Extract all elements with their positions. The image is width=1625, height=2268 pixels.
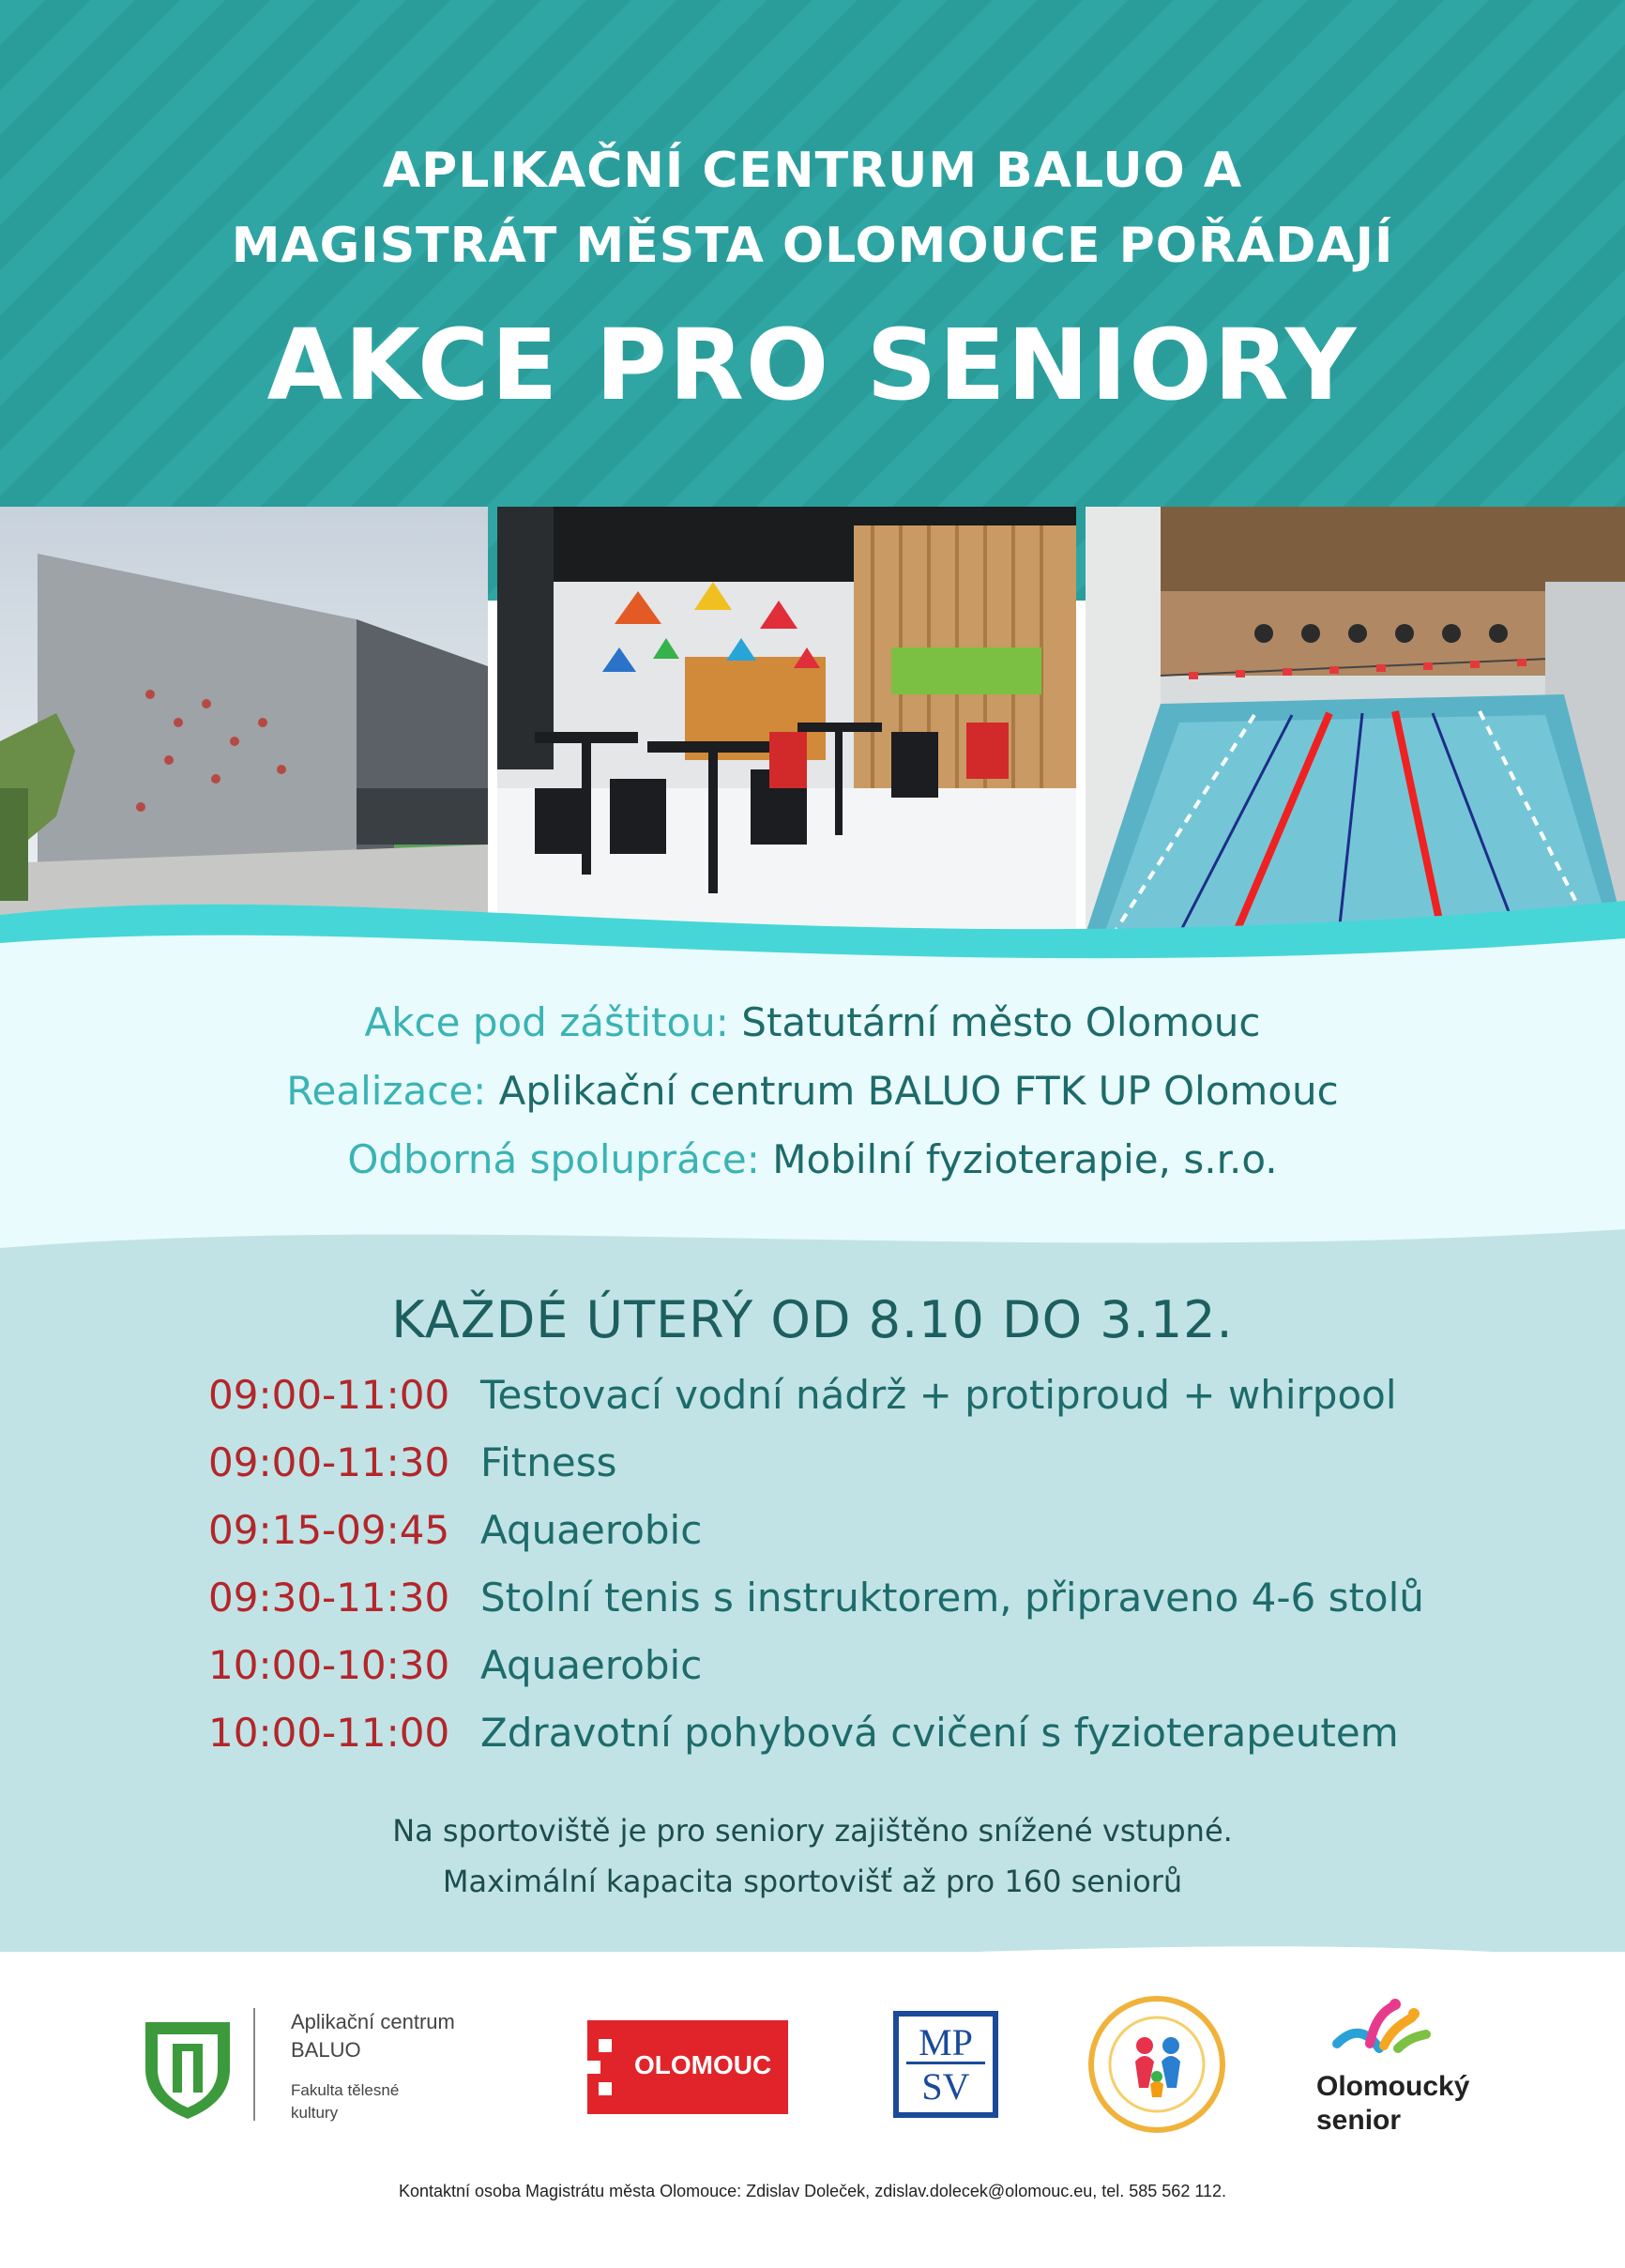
mpsv-logo-bottom: SV — [906, 2062, 985, 2108]
organizers-line-1: APLIKAČNÍ CENTRUM BALUO A — [382, 143, 1243, 199]
schedule-bottom-wave — [0, 1914, 1625, 1999]
schedule-time: 09:00-11:00 — [208, 1372, 450, 1418]
building-exterior-photo — [0, 507, 488, 934]
schedule-time: 09:30-11:30 — [208, 1575, 450, 1621]
realization-line — [0, 1068, 1625, 1114]
patronage-line — [0, 999, 1625, 1045]
family-friendly-logo — [1086, 1994, 1227, 2135]
logo-divider — [253, 2008, 255, 2121]
schedule-activity: Fitness — [480, 1439, 617, 1485]
baluo-name-line1: Aplikační centrum — [291, 2010, 455, 2033]
realization-label: Realizace: — [286, 1068, 487, 1114]
patronage-value: Statutární město Olomouc — [741, 999, 1261, 1045]
swimming-pool-photo — [1086, 507, 1625, 934]
schedule-activity: Aquaerobic — [480, 1507, 703, 1553]
cooperation-label: Odborná spolupráce: — [347, 1136, 760, 1182]
realization-value: Aplikační centrum BALUO FTK UP Olomouc — [498, 1068, 1339, 1114]
event-title: AKCE PRO SENIORY — [266, 308, 1359, 422]
discount-note: Na sportoviště je pro seniory zajištěno snížené vstupné. — [392, 1813, 1233, 1849]
schedule-activity: Aquaerobic — [480, 1642, 703, 1688]
schedule-activity: Testovací vodní nádrž + protiproud + whirpool — [480, 1372, 1397, 1418]
schedule-time: 09:00-11:30 — [208, 1439, 450, 1485]
olomouc-logo-text: OLOMOUC — [634, 2050, 772, 2079]
capacity-note: Maximální kapacita sportovišť až pro 160 seniorů — [442, 1864, 1183, 1899]
baluo-faculty-line1: Fakulta tělesné — [291, 2081, 400, 2099]
cooperation-value: Mobilní fyzioterapie, s.r.o. — [772, 1136, 1278, 1182]
wave-divider — [0, 873, 1625, 985]
baluo-name-line2: BALUO — [291, 2038, 361, 2062]
olomoucky-senior-logo — [1318, 1997, 1440, 2063]
olomouc-logo — [587, 2020, 788, 2114]
schedule-time: 09:15-09:45 — [208, 1507, 450, 1553]
cooperation-line — [0, 1136, 1625, 1182]
contact-info: Kontaktní osoba Magistrátu města Olomouce: Zdislav Doleček, zdislav.dolecek@olomouc.eu, tel. 585 562 112. — [398, 2182, 1227, 2200]
schedule-title: KAŽDÉ ÚTERÝ OD 8.10 DO 3.12. — [391, 1290, 1234, 1349]
cafe-interior-photo — [497, 507, 1076, 934]
organizers-line-2: MAGISTRÁT MĚSTA OLOMOUCE POŘÁDAJÍ — [231, 218, 1394, 274]
mpsv-logo-top: MP — [919, 2021, 973, 2063]
schedule-activity: Zdravotní pohybová cvičení s fyzioterapeutem — [480, 1710, 1399, 1756]
schedule-activity: Stolní tenis s instruktorem, připraveno 4-6 stolů — [480, 1575, 1424, 1621]
schedule-top-wave — [0, 1210, 1625, 1276]
up-shield-logo — [141, 2017, 235, 2121]
olomoucky-senior-text-line2: senior — [1316, 2105, 1402, 2136]
mpsv-logo — [893, 2011, 998, 2118]
baluo-faculty-line2: kultury — [291, 2104, 339, 2122]
patronage-label: Akce pod záštitou: — [364, 999, 729, 1045]
schedule-time: 10:00-11:00 — [208, 1710, 450, 1756]
schedule-time: 10:00-10:30 — [208, 1642, 450, 1688]
olomoucky-senior-text-line1: Olomoucký — [1316, 2071, 1470, 2102]
